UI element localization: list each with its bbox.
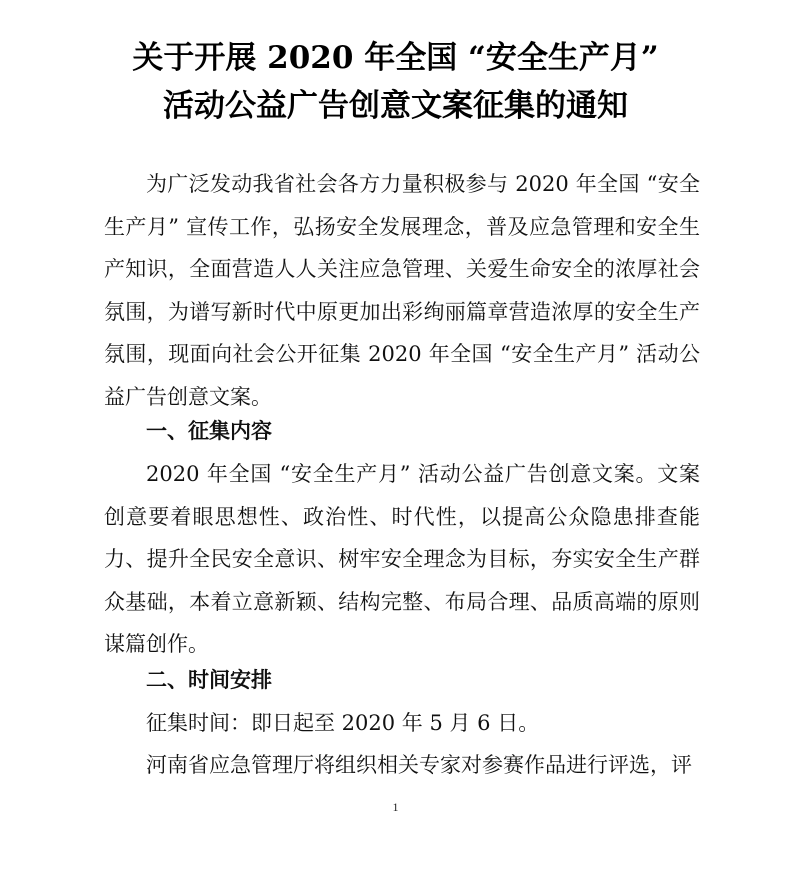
document-title-line-2: 活动公益广告创意文案征集的通知 <box>163 88 628 124</box>
section1-paragraph: 2020 年全国 “安全生产月” 活动公益广告创意文案。文案创意要着眼思想性、政治性、时代性，以提高公众隐患排查能力、提升全民安全意识、树牢安全理念为目标，夯实安全生产群众基础，本着立意新颖、结构完整、布局合理、品质高端的原则谋篇创作。 <box>104 462 700 656</box>
page-number: 1 <box>392 800 399 814</box>
section-heading-content: 一、征集内容 <box>146 419 272 443</box>
section2-paragraph2-block <box>104 744 700 787</box>
document-title-line-1: 关于开展 2020 年全国 “安全生产月” <box>132 40 659 76</box>
section-heading-schedule: 二、时间安排 <box>146 668 272 692</box>
section2-paragraph1-block <box>104 702 700 745</box>
review-paragraph: 河南省应急管理厅将组织相关专家对参赛作品进行评选，评 <box>146 753 692 777</box>
collection-time-paragraph: 征集时间：即日起至 2020 年 5 月 6 日。 <box>146 711 540 735</box>
intro-paragraph-block <box>104 163 700 418</box>
intro-paragraph: 为广泛发动我省社会各方力量积极参与 2020 年全国 “安全生产月” 宣传工作，弘扬安全发展理念，普及应急管理和安全生产知识，全面营造人人关注应急管理、关爱生命安全的浓厚社会氛围，为谱写新时代中原更加出彩绚丽篇章营造浓厚的安全生产氛围，现面向社会公开征集 2020 年全国 “安全生产月” 活动公益广告创意文案。 <box>104 172 700 409</box>
section1-paragraph-block <box>104 453 700 666</box>
